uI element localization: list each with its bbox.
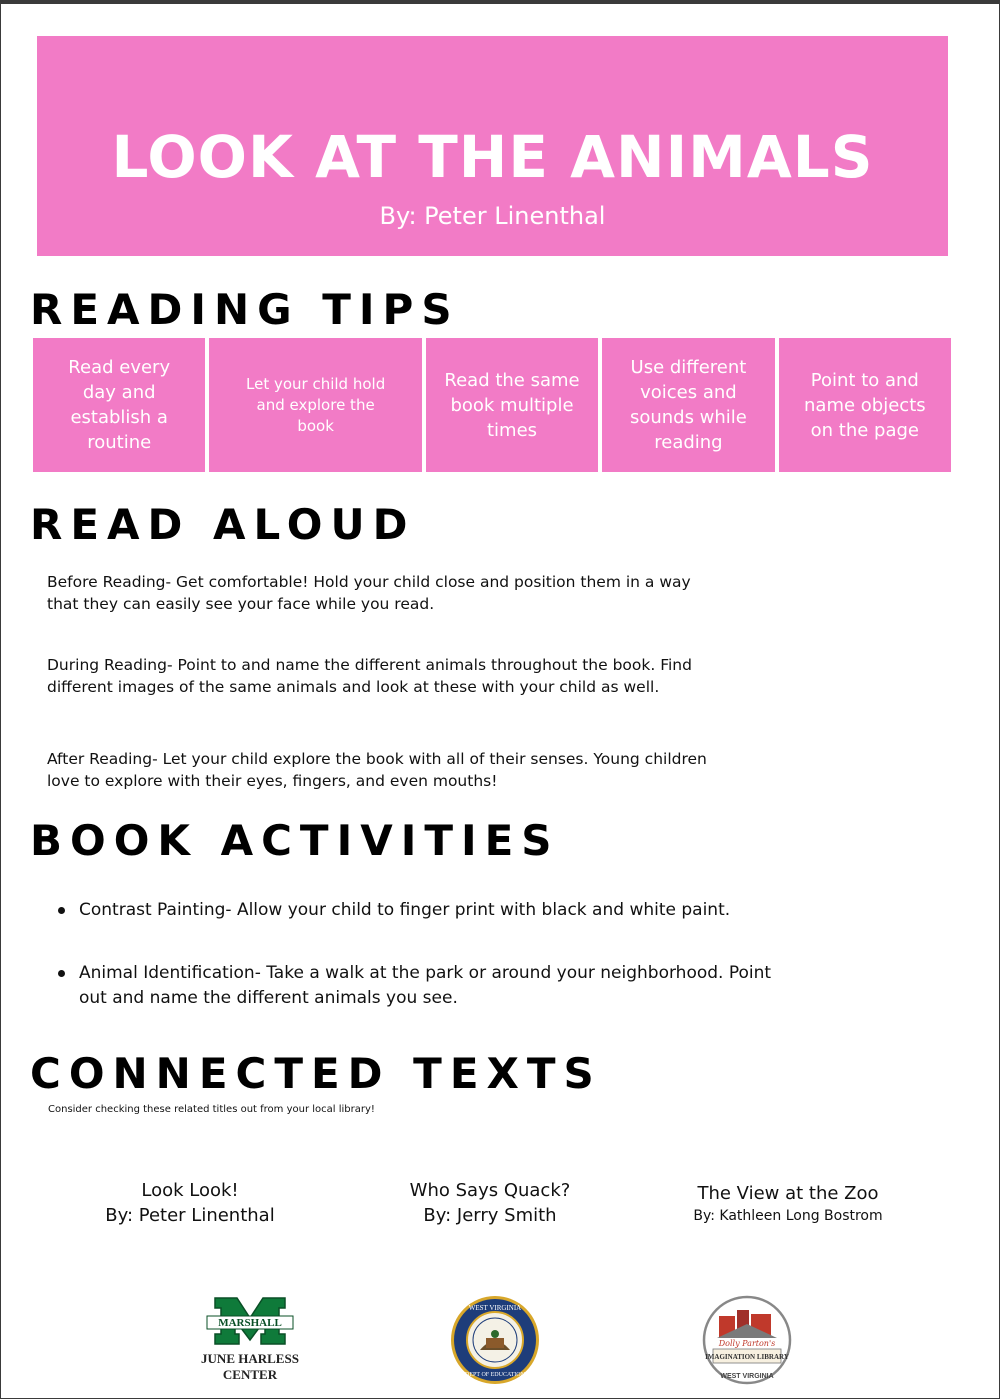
book-activities-heading: BOOK ACTIVITIES xyxy=(30,816,560,865)
library-note: Consider checking these related titles out from your local library! xyxy=(48,1104,375,1115)
book-title: Who Says Quack? xyxy=(409,1180,571,1201)
read-aloud-heading: READ ALOUD xyxy=(30,500,416,549)
activity-text: Animal Identification- Take a walk at the park or around your neighborhood. Point out and name the different animals you see. xyxy=(79,963,772,1008)
tip-card: Read the same book multiple times xyxy=(426,338,598,472)
imagination-library-logo xyxy=(697,1294,797,1390)
book-author: By: Peter Linenthal xyxy=(379,202,606,230)
activities-list xyxy=(58,898,798,1011)
svg-text:JUNE HARLESS: JUNE HARLESS xyxy=(201,1351,299,1366)
book-author: By: Peter Linenthal xyxy=(105,1205,275,1226)
book-title: Look Look! xyxy=(141,1180,239,1201)
during-reading-text: During Reading- Point to and name the different animals throughout the book. Find different images of the same animals and look at these with your child as well. xyxy=(47,656,692,696)
wv-department-of-education-seal xyxy=(440,1294,550,1390)
connected-book xyxy=(60,1178,320,1228)
svg-text:WEST VIRGINIA: WEST VIRGINIA xyxy=(468,1304,522,1312)
svg-text:MARSHALL: MARSHALL xyxy=(218,1317,282,1329)
connected-book xyxy=(658,1181,918,1226)
top-border xyxy=(0,0,1000,4)
connected-texts-heading: CONNECTED TEXTS xyxy=(30,1049,602,1098)
title-banner xyxy=(37,36,948,256)
book-author: By: Kathleen Long Bostrom xyxy=(693,1208,883,1224)
list-item xyxy=(58,961,798,1011)
reading-tips-heading: READING TIPS xyxy=(30,285,460,334)
list-item xyxy=(58,898,798,923)
reading-tips-row xyxy=(33,338,951,472)
before-reading-text: Before Reading- Get comfortable! Hold your child close and position them in a way that they can easily see your face while you read. xyxy=(47,573,691,613)
connected-book xyxy=(360,1178,620,1228)
svg-text:IMAGINATION LIBRARY: IMAGINATION LIBRARY xyxy=(705,1353,789,1361)
svg-text:Dolly Parton's: Dolly Parton's xyxy=(718,1339,776,1348)
svg-text:WEST VIRGINIA: WEST VIRGINIA xyxy=(720,1373,774,1380)
tip-card: Let your child hold and explore the book xyxy=(209,338,421,472)
svg-text:CENTER: CENTER xyxy=(222,1367,278,1382)
tip-card: Use different voices and sounds while reading xyxy=(602,338,774,472)
tip-card: Point to and name objects on the page xyxy=(779,338,951,472)
after-reading-text: After Reading- Let your child explore the book with all of their senses. Young children love to explore with their eyes, fingers, and even mouths! xyxy=(47,750,707,790)
bullet-icon xyxy=(58,907,65,914)
bullet-icon xyxy=(58,970,65,977)
book-author: By: Jerry Smith xyxy=(423,1205,557,1226)
tip-card: Read every day and establish a routine xyxy=(33,338,205,472)
marshall-june-harless-logo xyxy=(195,1294,305,1390)
svg-text:DEPT OF EDUCATION: DEPT OF EDUCATION xyxy=(465,1372,525,1378)
page-title: LOOK AT THE ANIMALS xyxy=(111,123,874,191)
activity-text: Contrast Painting- Allow your child to finger print with black and white paint. xyxy=(79,900,731,920)
book-title: The View at the Zoo xyxy=(697,1183,879,1204)
